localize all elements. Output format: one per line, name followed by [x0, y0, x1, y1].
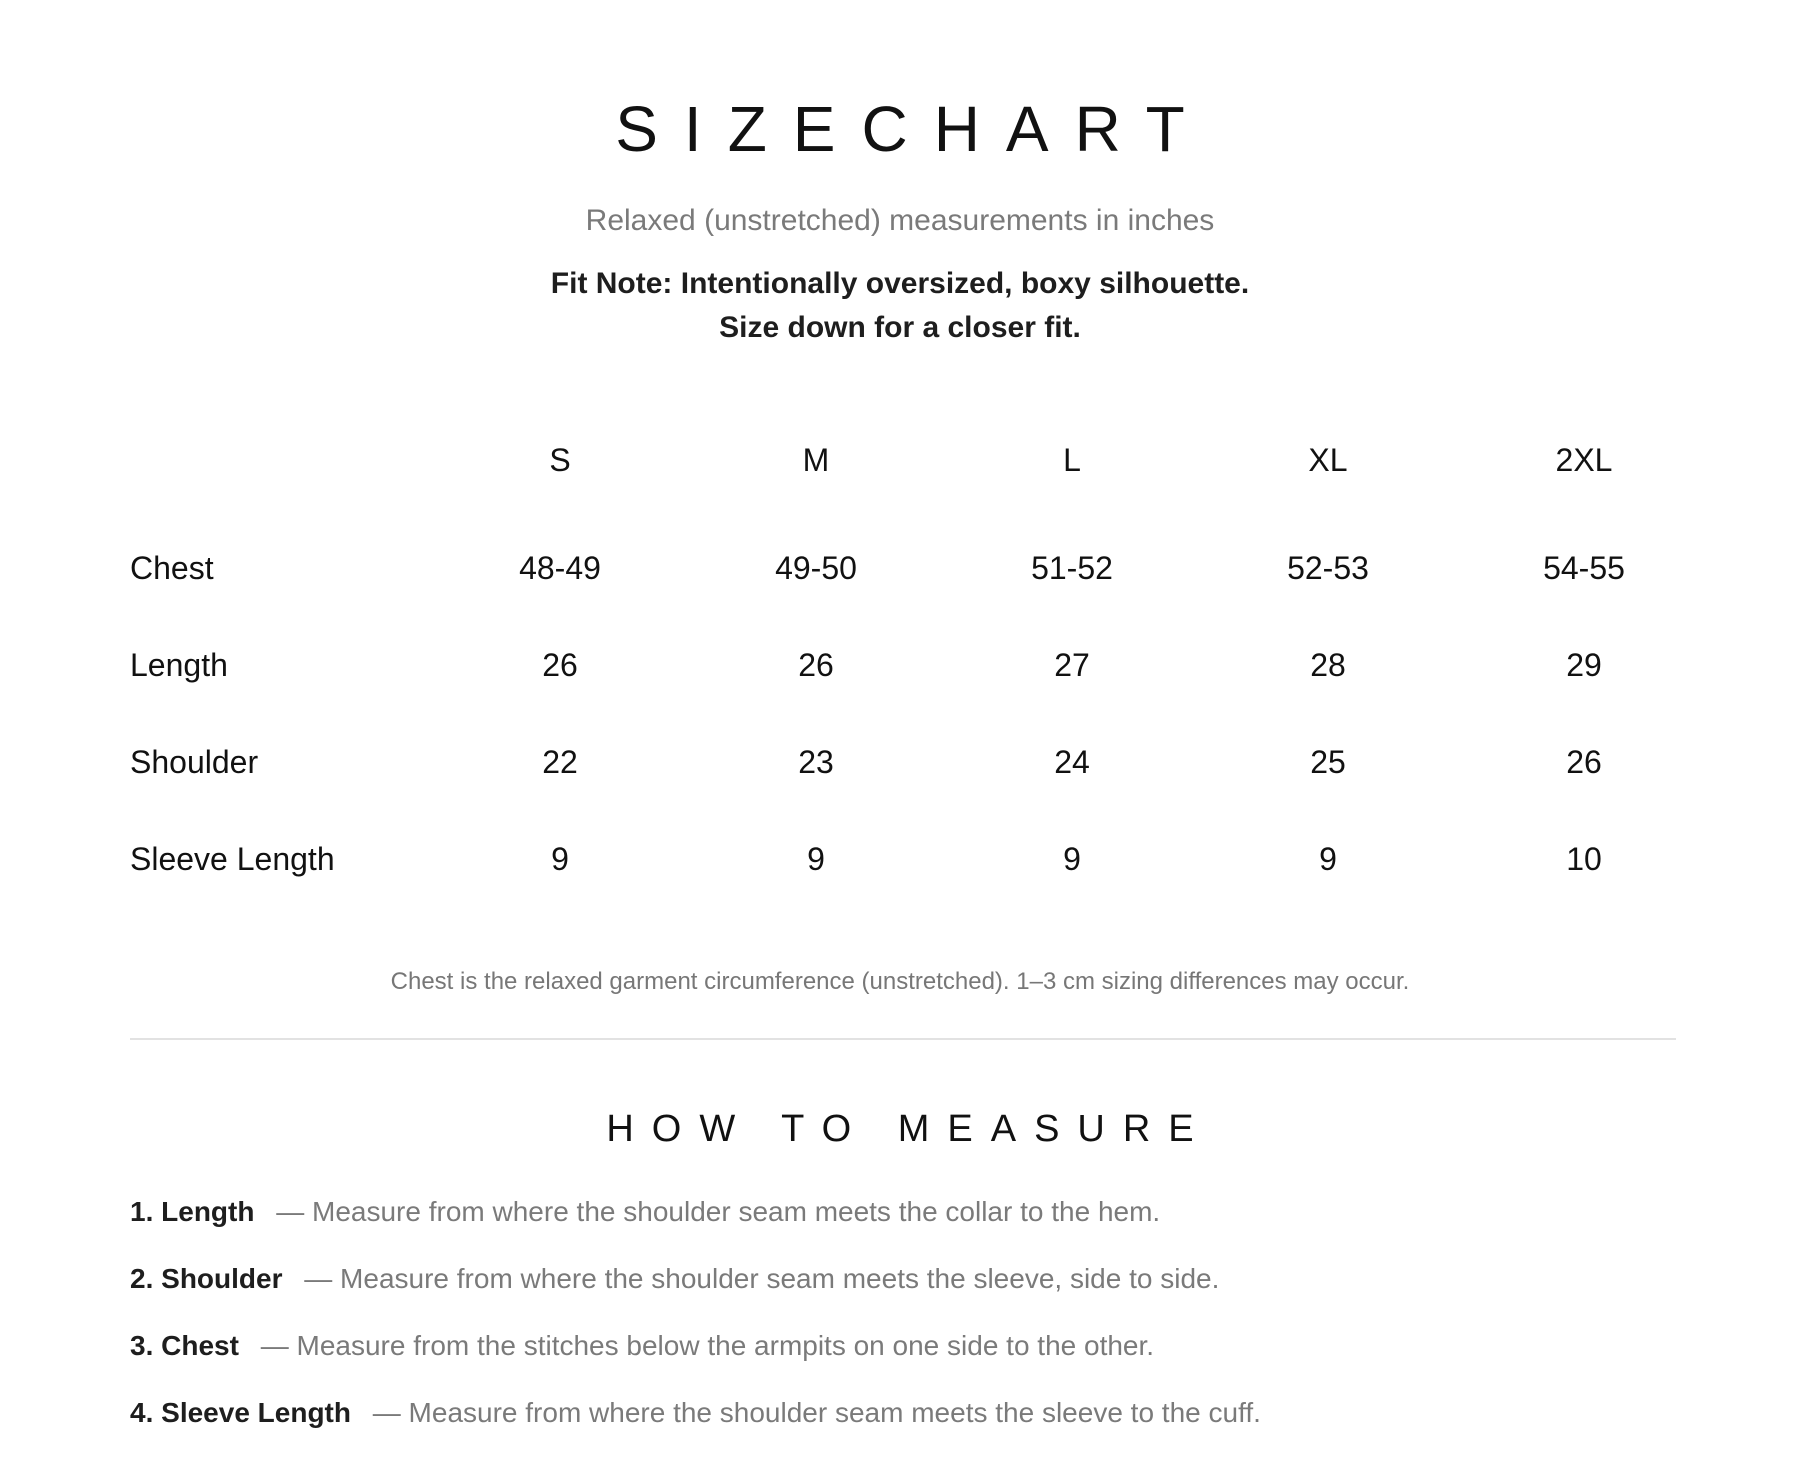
- table-cell: 28: [1310, 647, 1346, 683]
- size-header-m: M: [802, 441, 830, 478]
- step-name: Shoulder: [161, 1263, 283, 1294]
- table-row-sleeve-length: [130, 811, 1678, 908]
- table-cell: 25: [1310, 744, 1346, 780]
- table-cell: 27: [1054, 647, 1090, 683]
- table-cell: 26: [1566, 744, 1602, 780]
- table-cell: 52-53: [1287, 550, 1369, 586]
- size-header-row: [130, 420, 1678, 500]
- size-header-2xl: 2XL: [1555, 441, 1613, 478]
- table-cell: 51-52: [1031, 550, 1113, 586]
- step-number: 4.: [130, 1397, 154, 1428]
- measurement-subtitle: Relaxed (unstretched) measurements in inches: [585, 204, 1215, 237]
- row-label: Shoulder: [130, 744, 259, 780]
- row-label: Length: [130, 647, 228, 683]
- table-cell: 9: [1319, 841, 1337, 877]
- table-row-chest: [130, 520, 1678, 617]
- table-cell: 48-49: [519, 550, 601, 586]
- row-label: Sleeve Length: [130, 841, 335, 877]
- step-name: Sleeve Length: [161, 1397, 351, 1428]
- table-cell: 29: [1566, 647, 1602, 683]
- size-table: [130, 420, 1678, 908]
- step-description: — Measure from the stitches below the armpits on one side to the other.: [260, 1330, 1155, 1361]
- table-cell: 23: [798, 744, 834, 780]
- sizing-footnote: Chest is the relaxed garment circumference (unstretched). 1–3 cm sizing differences may occur.: [390, 968, 1410, 995]
- size-header-l: L: [1063, 441, 1081, 478]
- table-cell: 9: [1063, 841, 1081, 877]
- size-header-xl: XL: [1308, 441, 1348, 478]
- fit-note: [0, 262, 1800, 350]
- table-cell: 9: [807, 841, 825, 877]
- table-cell: 22: [542, 744, 578, 780]
- size-header-s: S: [549, 441, 571, 478]
- table-cell: 10: [1566, 841, 1602, 877]
- table-cell: 49-50: [775, 550, 857, 586]
- step-name: Chest: [161, 1330, 239, 1361]
- step-number: 1.: [130, 1196, 154, 1227]
- list-item: [130, 1330, 1690, 1397]
- step-number: 2.: [130, 1263, 154, 1294]
- table-row-length: [130, 617, 1678, 714]
- how-to-measure-title: HOW TO MEASURE: [606, 1108, 1212, 1150]
- table-cell: 26: [542, 647, 578, 683]
- table-cell: 9: [551, 841, 569, 877]
- list-item: [130, 1397, 1690, 1464]
- list-item: [130, 1196, 1690, 1263]
- row-label: Chest: [130, 550, 214, 586]
- table-row-shoulder: [130, 714, 1678, 811]
- measure-steps-list: [130, 1196, 1690, 1464]
- step-description: — Measure from where the shoulder seam meets the collar to the hem.: [276, 1196, 1161, 1227]
- table-cell: 26: [798, 647, 834, 683]
- fit-note-line-1: Fit Note: Intentionally oversized, boxy silhouette.: [550, 267, 1250, 300]
- table-cell: 54-55: [1543, 550, 1625, 586]
- step-description: — Measure from where the shoulder seam meets the sleeve, side to side.: [304, 1263, 1220, 1294]
- table-cell: 24: [1054, 744, 1090, 780]
- fit-note-line-2: Size down for a closer fit.: [719, 311, 1081, 344]
- step-description: — Measure from where the shoulder seam meets the sleeve to the cuff.: [372, 1397, 1261, 1428]
- section-divider: [130, 1038, 1676, 1040]
- page-title: SIZECHART: [615, 93, 1211, 165]
- step-number: 3.: [130, 1330, 154, 1361]
- step-name: Length: [161, 1196, 255, 1227]
- list-item: [130, 1263, 1690, 1330]
